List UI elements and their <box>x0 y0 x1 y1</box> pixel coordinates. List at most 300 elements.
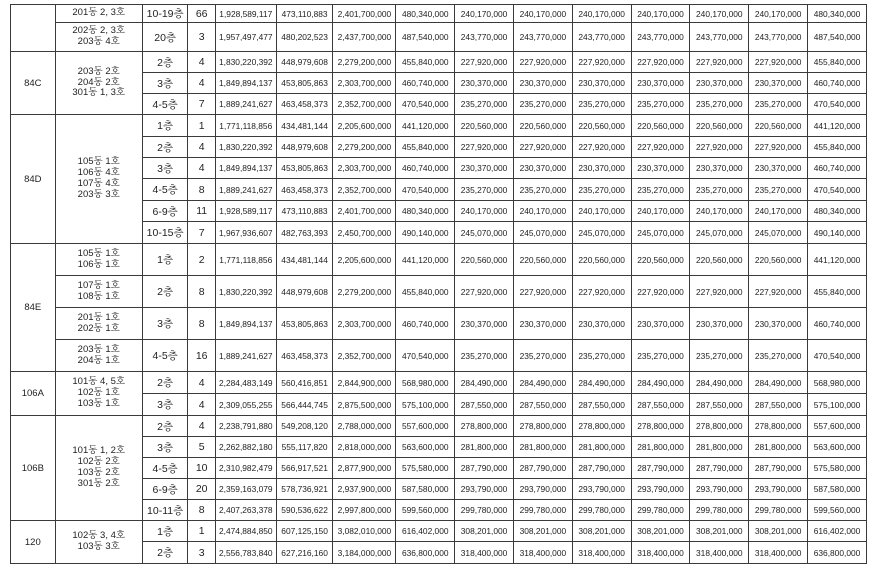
price-cell: 434,481,144 <box>276 244 333 276</box>
price-cell: 2,310,982,479 <box>215 458 276 479</box>
dong-ho-cell <box>55 23 142 52</box>
price-cell: 636,800,000 <box>808 542 867 564</box>
dong-ho-line: 301동 2호 <box>77 477 120 489</box>
dong-ho-line: 203동 1호 <box>77 343 120 355</box>
price-cell: 463,458,373 <box>276 179 333 201</box>
dong-ho-cell <box>55 5 142 23</box>
price-cell: 1,889,241,627 <box>215 340 276 372</box>
price-cell: 245,070,000 <box>572 222 631 244</box>
price-cell: 220,560,000 <box>631 115 690 137</box>
price-cell: 3,184,000,000 <box>333 542 396 564</box>
price-cell: 230,370,000 <box>631 158 690 179</box>
price-cell: 220,560,000 <box>513 244 572 276</box>
price-cell: 287,790,000 <box>631 458 690 479</box>
price-cell: 220,560,000 <box>455 244 514 276</box>
price-cell: 287,550,000 <box>749 394 808 416</box>
price-cell: 227,920,000 <box>749 137 808 158</box>
price-cell: 434,481,144 <box>276 115 333 137</box>
price-cell: 480,340,000 <box>808 5 867 23</box>
price-cell: 227,920,000 <box>455 52 514 73</box>
floor-cell: 20층 <box>142 23 188 52</box>
unit-count-cell: 1 <box>188 521 215 542</box>
price-cell: 240,170,000 <box>513 201 572 222</box>
price-cell: 278,800,000 <box>631 416 690 437</box>
price-cell: 278,800,000 <box>749 416 808 437</box>
price-cell: 463,458,373 <box>276 340 333 372</box>
price-cell: 460,740,000 <box>808 308 867 340</box>
unit-count-cell: 3 <box>188 23 215 52</box>
price-cell: 587,580,000 <box>396 479 455 500</box>
floor-cell: 4-5층 <box>142 458 188 479</box>
price-cell: 453,805,863 <box>276 308 333 340</box>
unit-type-cell: 84C <box>11 52 56 115</box>
unit-type-cell: 106A <box>11 372 56 416</box>
dong-ho-line: 108동 1호 <box>77 290 120 302</box>
price-cell: 578,736,921 <box>276 479 333 500</box>
floor-cell: 10-11층 <box>142 500 188 521</box>
dong-ho-line: 103동 2호 <box>77 467 120 478</box>
price-cell: 243,770,000 <box>455 23 514 52</box>
price-cell: 230,370,000 <box>513 308 572 340</box>
price-cell: 318,400,000 <box>749 542 808 564</box>
price-cell: 560,416,851 <box>276 372 333 394</box>
price-cell: 227,920,000 <box>572 137 631 158</box>
table-row <box>11 23 867 52</box>
price-cell: 2,303,700,000 <box>333 158 396 179</box>
price-cell: 470,540,000 <box>396 94 455 115</box>
floor-cell: 10-15층 <box>142 222 188 244</box>
table-row <box>11 52 867 73</box>
price-cell: 230,370,000 <box>749 73 808 94</box>
dong-ho-cell <box>55 416 142 521</box>
dong-ho-line: 201동 2, 3호 <box>72 7 126 19</box>
price-cell: 487,540,000 <box>396 23 455 52</box>
table-row <box>11 416 867 437</box>
price-cell: 230,370,000 <box>631 308 690 340</box>
unit-count-cell: 4 <box>188 73 215 94</box>
unit-type-cell: 84D <box>11 115 56 244</box>
table-row <box>11 340 867 372</box>
dong-ho-line: 204동 2호 <box>77 76 120 88</box>
price-cell: 240,170,000 <box>690 5 749 23</box>
price-cell: 281,800,000 <box>455 437 514 458</box>
price-cell: 2,352,700,000 <box>333 94 396 115</box>
price-cell: 460,740,000 <box>396 158 455 179</box>
price-cell: 230,370,000 <box>690 308 749 340</box>
price-cell: 287,550,000 <box>690 394 749 416</box>
price-cell: 235,270,000 <box>513 94 572 115</box>
price-cell: 227,920,000 <box>631 276 690 308</box>
price-cell: 1,889,241,627 <box>215 179 276 201</box>
unit-count-cell: 7 <box>188 222 215 244</box>
price-cell: 220,560,000 <box>513 115 572 137</box>
price-cell: 245,070,000 <box>455 222 514 244</box>
price-cell: 235,270,000 <box>455 179 514 201</box>
price-cell: 245,070,000 <box>631 222 690 244</box>
price-cell: 230,370,000 <box>455 308 514 340</box>
price-cell: 1,889,241,627 <box>215 94 276 115</box>
floor-cell: 6-9층 <box>142 201 188 222</box>
price-cell: 453,805,863 <box>276 158 333 179</box>
price-cell: 299,780,000 <box>690 500 749 521</box>
price-cell: 482,763,393 <box>276 222 333 244</box>
unit-count-cell: 4 <box>188 416 215 437</box>
price-table <box>10 4 867 564</box>
price-cell: 563,600,000 <box>396 437 455 458</box>
price-cell: 240,170,000 <box>455 201 514 222</box>
price-cell: 284,490,000 <box>749 372 808 394</box>
price-cell: 566,917,521 <box>276 458 333 479</box>
price-cell: 245,070,000 <box>690 222 749 244</box>
floor-cell: 2층 <box>142 52 188 73</box>
price-cell: 2,474,884,850 <box>215 521 276 542</box>
dong-ho-line: 102동 2호 <box>77 456 120 468</box>
price-cell: 227,920,000 <box>572 276 631 308</box>
dong-ho-line: 201동 1호 <box>77 311 120 323</box>
price-cell: 227,920,000 <box>455 276 514 308</box>
price-cell: 2,437,700,000 <box>333 23 396 52</box>
dong-ho-line: 107동 4호 <box>77 178 120 189</box>
price-cell: 243,770,000 <box>513 23 572 52</box>
price-cell: 1,928,589,117 <box>215 201 276 222</box>
price-cell: 318,400,000 <box>690 542 749 564</box>
price-cell: 1,849,894,137 <box>215 308 276 340</box>
price-cell: 318,400,000 <box>455 542 514 564</box>
price-cell: 490,140,000 <box>808 222 867 244</box>
price-cell: 235,270,000 <box>690 179 749 201</box>
price-cell: 293,790,000 <box>631 479 690 500</box>
price-cell: 230,370,000 <box>690 73 749 94</box>
price-cell: 448,979,608 <box>276 52 333 73</box>
price-cell: 441,120,000 <box>808 115 867 137</box>
price-cell: 287,550,000 <box>631 394 690 416</box>
price-cell: 230,370,000 <box>690 158 749 179</box>
price-cell: 2,844,900,000 <box>333 372 396 394</box>
price-cell: 473,110,883 <box>276 201 333 222</box>
price-cell: 448,979,608 <box>276 137 333 158</box>
price-cell: 480,202,523 <box>276 23 333 52</box>
price-cell: 2,401,700,000 <box>333 5 396 23</box>
price-cell: 3,082,010,000 <box>333 521 396 542</box>
dong-ho-line: 102동 3, 4호 <box>72 530 126 542</box>
floor-cell: 4-5층 <box>142 340 188 372</box>
price-cell: 455,840,000 <box>808 52 867 73</box>
price-cell: 616,402,000 <box>396 521 455 542</box>
price-cell: 636,800,000 <box>396 542 455 564</box>
unit-count-cell: 20 <box>188 479 215 500</box>
price-cell: 607,125,150 <box>276 521 333 542</box>
price-cell: 227,920,000 <box>572 52 631 73</box>
dong-ho-line: 301동 1, 3호 <box>72 87 126 99</box>
unit-count-cell: 4 <box>188 394 215 416</box>
price-cell: 2,279,200,000 <box>333 137 396 158</box>
price-cell: 230,370,000 <box>455 73 514 94</box>
price-cell: 2,284,483,149 <box>215 372 276 394</box>
price-cell: 240,170,000 <box>572 201 631 222</box>
dong-ho-line: 203동 3호 <box>77 188 120 200</box>
dong-ho-line: 106동 4호 <box>77 167 120 179</box>
price-cell: 281,800,000 <box>513 437 572 458</box>
floor-cell: 6-9층 <box>142 479 188 500</box>
dong-ho-line: 101동 4, 5호 <box>72 376 126 388</box>
price-cell: 243,770,000 <box>572 23 631 52</box>
price-cell: 557,600,000 <box>808 416 867 437</box>
unit-count-cell: 1 <box>188 115 215 137</box>
price-cell: 227,920,000 <box>749 52 808 73</box>
unit-count-cell: 5 <box>188 437 215 458</box>
floor-cell: 3층 <box>142 73 188 94</box>
unit-count-cell: 10 <box>188 458 215 479</box>
price-cell: 278,800,000 <box>455 416 514 437</box>
price-cell: 470,540,000 <box>808 340 867 372</box>
price-cell: 299,780,000 <box>513 500 572 521</box>
price-cell: 2,875,500,000 <box>333 394 396 416</box>
price-cell: 575,100,000 <box>396 394 455 416</box>
price-cell: 473,110,883 <box>276 5 333 23</box>
price-cell: 227,920,000 <box>455 137 514 158</box>
price-cell: 455,840,000 <box>396 52 455 73</box>
unit-count-cell: 3 <box>188 542 215 564</box>
price-cell: 220,560,000 <box>690 115 749 137</box>
price-cell: 235,270,000 <box>690 340 749 372</box>
price-cell: 2,877,900,000 <box>333 458 396 479</box>
price-cell: 240,170,000 <box>572 5 631 23</box>
price-cell: 460,740,000 <box>396 308 455 340</box>
price-cell: 235,270,000 <box>572 340 631 372</box>
price-cell: 230,370,000 <box>455 158 514 179</box>
table-row <box>11 5 867 23</box>
price-cell: 227,920,000 <box>690 137 749 158</box>
price-cell: 235,270,000 <box>631 179 690 201</box>
price-cell: 318,400,000 <box>631 542 690 564</box>
unit-count-cell: 8 <box>188 276 215 308</box>
price-cell: 235,270,000 <box>513 179 572 201</box>
table-row <box>11 244 867 276</box>
price-cell: 243,770,000 <box>749 23 808 52</box>
unit-count-cell: 8 <box>188 500 215 521</box>
price-cell: 455,840,000 <box>396 276 455 308</box>
price-cell: 470,540,000 <box>808 179 867 201</box>
floor-cell: 3층 <box>142 394 188 416</box>
price-cell: 1,771,118,856 <box>215 244 276 276</box>
price-cell: 281,800,000 <box>631 437 690 458</box>
price-cell: 460,740,000 <box>808 158 867 179</box>
price-cell: 281,800,000 <box>749 437 808 458</box>
price-cell: 243,770,000 <box>631 23 690 52</box>
unit-type-cell: 106B <box>11 416 56 521</box>
table-row <box>11 308 867 340</box>
price-cell: 278,800,000 <box>690 416 749 437</box>
price-cell: 616,402,000 <box>808 521 867 542</box>
dong-ho-cell <box>55 340 142 372</box>
price-cell: 230,370,000 <box>631 73 690 94</box>
price-cell: 1,967,936,607 <box>215 222 276 244</box>
price-cell: 235,270,000 <box>749 94 808 115</box>
dong-ho-cell <box>55 521 142 564</box>
price-cell: 235,270,000 <box>572 179 631 201</box>
price-cell: 281,800,000 <box>690 437 749 458</box>
price-cell: 575,100,000 <box>808 394 867 416</box>
price-cell: 590,536,622 <box>276 500 333 521</box>
price-cell: 245,070,000 <box>749 222 808 244</box>
price-cell: 599,560,000 <box>396 500 455 521</box>
unit-count-cell: 7 <box>188 94 215 115</box>
price-cell: 230,370,000 <box>513 158 572 179</box>
price-cell: 2,279,200,000 <box>333 52 396 73</box>
floor-cell: 3층 <box>142 158 188 179</box>
price-cell: 220,560,000 <box>690 244 749 276</box>
floor-cell: 2층 <box>142 542 188 564</box>
dong-ho-line: 202동 1호 <box>77 322 120 334</box>
price-cell: 287,790,000 <box>513 458 572 479</box>
price-cell: 563,600,000 <box>808 437 867 458</box>
price-cell: 240,170,000 <box>631 201 690 222</box>
floor-cell: 2층 <box>142 137 188 158</box>
price-cell: 227,920,000 <box>513 52 572 73</box>
unit-count-cell: 4 <box>188 372 215 394</box>
price-cell: 308,201,000 <box>749 521 808 542</box>
price-cell: 308,201,000 <box>631 521 690 542</box>
table-row <box>11 276 867 308</box>
price-cell: 293,790,000 <box>749 479 808 500</box>
price-cell: 240,170,000 <box>749 5 808 23</box>
price-cell: 287,550,000 <box>572 394 631 416</box>
price-cell: 293,790,000 <box>572 479 631 500</box>
price-cell: 2,352,700,000 <box>333 340 396 372</box>
price-cell: 299,780,000 <box>572 500 631 521</box>
table-row <box>11 521 867 542</box>
price-cell: 227,920,000 <box>749 276 808 308</box>
price-cell: 240,170,000 <box>455 5 514 23</box>
price-cell: 293,790,000 <box>690 479 749 500</box>
unit-count-cell: 4 <box>188 137 215 158</box>
price-cell: 460,740,000 <box>396 73 455 94</box>
price-cell: 555,117,820 <box>276 437 333 458</box>
floor-cell: 2층 <box>142 276 188 308</box>
price-cell: 2,205,600,000 <box>333 244 396 276</box>
price-cell: 220,560,000 <box>455 115 514 137</box>
price-cell: 281,800,000 <box>572 437 631 458</box>
price-cell: 220,560,000 <box>749 115 808 137</box>
price-cell: 1,830,220,392 <box>215 137 276 158</box>
price-cell: 568,980,000 <box>396 372 455 394</box>
price-cell: 230,370,000 <box>572 308 631 340</box>
price-cell: 284,490,000 <box>631 372 690 394</box>
price-cell: 235,270,000 <box>749 179 808 201</box>
price-cell: 470,540,000 <box>396 179 455 201</box>
unit-count-cell: 8 <box>188 308 215 340</box>
price-cell: 240,170,000 <box>631 5 690 23</box>
price-cell: 2,205,600,000 <box>333 115 396 137</box>
price-cell: 575,580,000 <box>808 458 867 479</box>
price-cell: 1,830,220,392 <box>215 52 276 73</box>
price-cell: 568,980,000 <box>808 372 867 394</box>
price-cell: 293,790,000 <box>513 479 572 500</box>
price-cell: 455,840,000 <box>808 276 867 308</box>
dong-ho-line: 203동 2호 <box>77 65 120 77</box>
price-cell: 599,560,000 <box>808 500 867 521</box>
price-cell: 470,540,000 <box>808 94 867 115</box>
price-cell: 230,370,000 <box>749 158 808 179</box>
price-cell: 1,928,589,117 <box>215 5 276 23</box>
table-row <box>11 372 867 394</box>
price-cell: 293,790,000 <box>455 479 514 500</box>
price-cell: 220,560,000 <box>572 115 631 137</box>
unit-type-cell <box>11 5 56 52</box>
price-cell: 575,580,000 <box>396 458 455 479</box>
price-cell: 308,201,000 <box>455 521 514 542</box>
table-row <box>11 115 867 137</box>
price-cell: 284,490,000 <box>572 372 631 394</box>
price-cell: 287,550,000 <box>513 394 572 416</box>
dong-ho-line: 105동 1호 <box>77 156 120 168</box>
floor-cell: 1층 <box>142 115 188 137</box>
price-cell: 287,790,000 <box>572 458 631 479</box>
price-cell: 2,556,783,840 <box>215 542 276 564</box>
price-cell: 235,270,000 <box>455 94 514 115</box>
price-cell: 2,303,700,000 <box>333 73 396 94</box>
price-cell: 463,458,373 <box>276 94 333 115</box>
price-cell: 627,216,160 <box>276 542 333 564</box>
floor-cell: 1층 <box>142 521 188 542</box>
dong-ho-cell <box>55 372 142 416</box>
price-cell: 1,849,894,137 <box>215 158 276 179</box>
price-cell: 480,340,000 <box>396 5 455 23</box>
price-cell: 227,920,000 <box>690 52 749 73</box>
price-cell: 287,550,000 <box>455 394 514 416</box>
price-cell: 2,818,000,000 <box>333 437 396 458</box>
unit-count-cell: 66 <box>188 5 215 23</box>
dong-ho-cell <box>55 308 142 340</box>
price-cell: 308,201,000 <box>513 521 572 542</box>
price-cell: 278,800,000 <box>513 416 572 437</box>
price-cell: 227,920,000 <box>631 52 690 73</box>
price-cell: 299,780,000 <box>455 500 514 521</box>
price-cell: 284,490,000 <box>690 372 749 394</box>
dong-ho-line: 103동 1호 <box>77 397 120 409</box>
price-cell: 230,370,000 <box>572 158 631 179</box>
price-cell: 470,540,000 <box>396 340 455 372</box>
price-cell: 240,170,000 <box>749 201 808 222</box>
price-cell: 2,303,700,000 <box>333 308 396 340</box>
price-cell: 441,120,000 <box>808 244 867 276</box>
price-cell: 235,270,000 <box>572 94 631 115</box>
price-cell: 460,740,000 <box>808 73 867 94</box>
floor-cell: 3층 <box>142 437 188 458</box>
unit-count-cell: 4 <box>188 158 215 179</box>
price-cell: 2,401,700,000 <box>333 201 396 222</box>
dong-ho-line: 203동 4호 <box>77 36 120 47</box>
price-cell: 220,560,000 <box>572 244 631 276</box>
price-cell: 284,490,000 <box>513 372 572 394</box>
dong-ho-cell <box>55 244 142 276</box>
unit-count-cell: 16 <box>188 340 215 372</box>
price-cell: 566,444,745 <box>276 394 333 416</box>
unit-count-cell: 2 <box>188 244 215 276</box>
dong-ho-line: 105동 1호 <box>77 247 120 259</box>
dong-ho-line: 101동 1, 2호 <box>72 445 126 457</box>
price-cell: 240,170,000 <box>513 5 572 23</box>
price-cell: 284,490,000 <box>455 372 514 394</box>
price-cell: 453,805,863 <box>276 73 333 94</box>
price-cell: 441,120,000 <box>396 244 455 276</box>
price-cell: 287,790,000 <box>690 458 749 479</box>
price-cell: 2,359,163,079 <box>215 479 276 500</box>
price-cell: 480,340,000 <box>808 201 867 222</box>
price-cell: 287,790,000 <box>455 458 514 479</box>
price-cell: 235,270,000 <box>455 340 514 372</box>
price-cell: 455,840,000 <box>808 137 867 158</box>
